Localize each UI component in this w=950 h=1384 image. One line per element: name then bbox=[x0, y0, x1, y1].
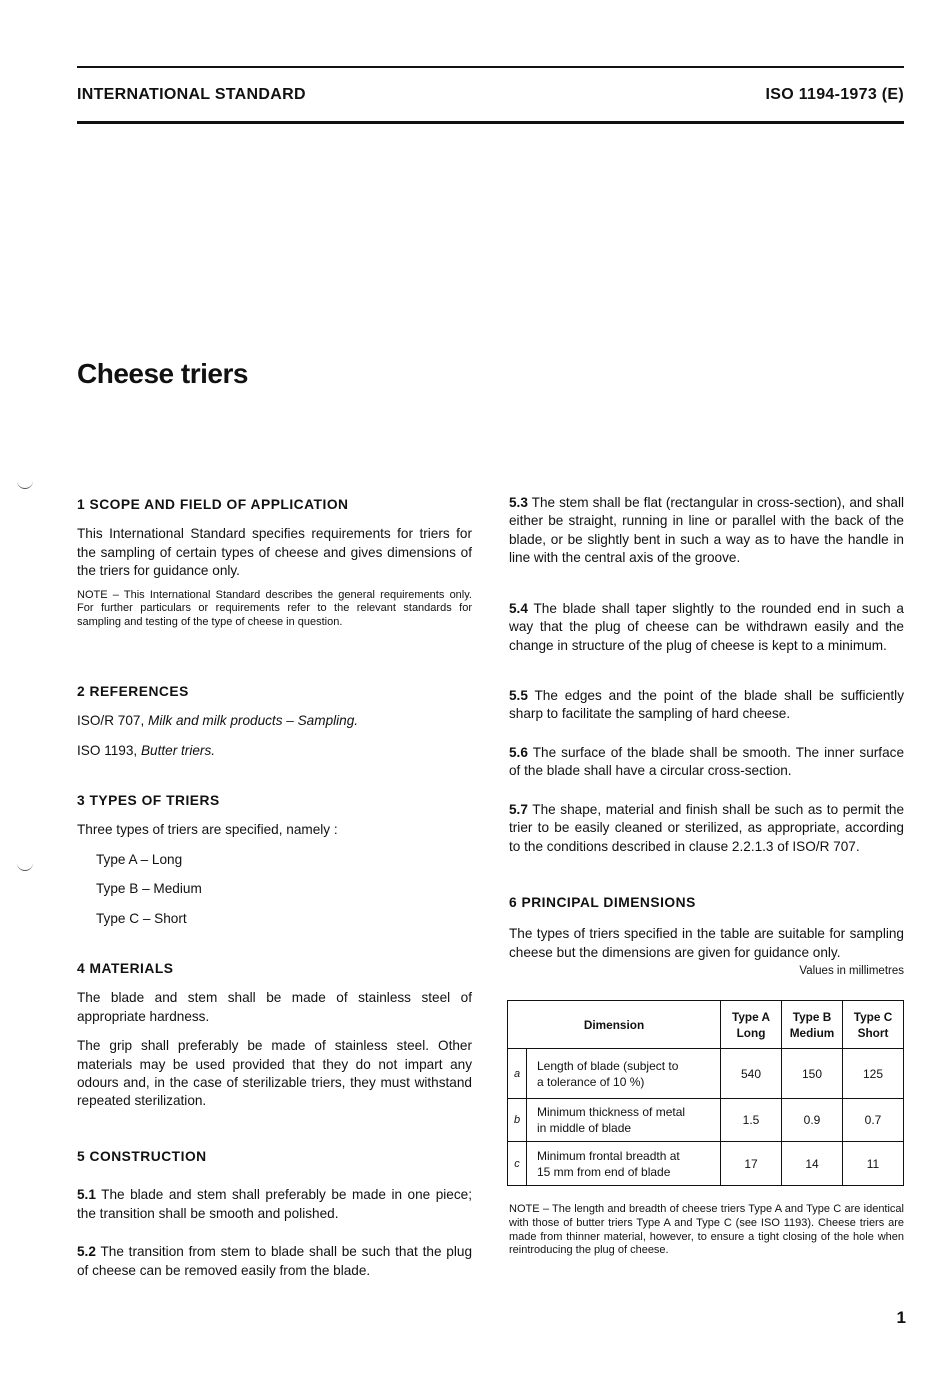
value-type-a: 17 bbox=[721, 1142, 782, 1186]
clause-text: The transition from stem to blade shall be such that the plug of cheese can be removed easily from the blade. bbox=[77, 1244, 473, 1278]
table-row bbox=[508, 1049, 904, 1099]
header-dimension: Dimension bbox=[508, 1001, 721, 1049]
clause-text: The blade shall taper slightly to the rounded end in such a way that the plug of cheese can be withdrawn easily and the change in structure of the plug of cheese is kept to a minimum. bbox=[509, 601, 904, 653]
value-type-a: 540 bbox=[721, 1049, 782, 1099]
clause-number: 5.5 bbox=[509, 688, 528, 703]
row-label: c bbox=[508, 1142, 527, 1186]
document-title: Cheese triers bbox=[77, 358, 248, 389]
page-number: 1 bbox=[896, 1308, 906, 1327]
clause-5-4 bbox=[509, 600, 904, 655]
value-type-b: 150 bbox=[782, 1049, 843, 1099]
section-scope bbox=[77, 496, 472, 630]
clause-text: The blade and stem shall preferably be made in one piece; the transition shall be smooth and polished. bbox=[77, 1187, 472, 1221]
dimensions-table bbox=[507, 1000, 904, 1186]
row-description: Minimum frontal breadth at 15 mm from end of blade bbox=[527, 1142, 721, 1186]
reference-code: ISO 1193, bbox=[77, 742, 141, 758]
section-types bbox=[77, 792, 472, 928]
materials-p1: The blade and stem shall be made of stainless steel of appropriate hardness. bbox=[77, 990, 472, 1024]
clause-5-3 bbox=[509, 494, 904, 568]
units-label: Values in millimetres bbox=[799, 965, 904, 978]
clause-number: 5.2 bbox=[77, 1244, 96, 1260]
header-rule bbox=[77, 121, 904, 124]
header-type-c: Type C Short bbox=[843, 1001, 904, 1049]
reference-title: Butter triers. bbox=[140, 742, 216, 758]
section-heading: 4 MATERIALS bbox=[77, 961, 174, 976]
clause-text: The edges and the point of the blade shall be sufficiently sharp to facilitate the sampling of hard cheese. bbox=[509, 688, 904, 722]
clause-number: 5.4 bbox=[509, 601, 528, 616]
type-item: Type A – Long bbox=[96, 851, 183, 867]
header-type-b: Type B Medium bbox=[782, 1001, 843, 1049]
table-row bbox=[508, 1099, 904, 1142]
margin-mark bbox=[17, 862, 33, 871]
clause-number: 5.7 bbox=[509, 802, 528, 817]
section-heading: 5 CONSTRUCTION bbox=[77, 1149, 207, 1164]
top-rule bbox=[77, 66, 904, 68]
value-type-c: 0.7 bbox=[843, 1099, 904, 1142]
margin-mark bbox=[17, 480, 33, 489]
clause-text: The surface of the blade shall be smooth. The inner surface of the blade shall have a circular cross-section. bbox=[509, 745, 904, 779]
clause-number: 5.6 bbox=[509, 745, 528, 760]
section-construction bbox=[77, 1148, 472, 1280]
section-heading: 1 SCOPE AND FIELD OF APPLICATION bbox=[77, 497, 349, 512]
clause-text: The stem shall be flat (rectangular in cross-section), and shall either be straight, running in line or parallel with the back of the blade, or be slightly bent in such a way as to have the handle in line with the central axis of the groove. bbox=[509, 495, 904, 566]
clause-5-2 bbox=[77, 1243, 472, 1280]
section-references bbox=[77, 683, 472, 760]
value-type-b: 0.9 bbox=[782, 1099, 843, 1142]
type-item: Type B – Medium bbox=[96, 881, 202, 897]
clause-5-6 bbox=[509, 744, 904, 781]
reference-code: ISO/R 707, bbox=[77, 713, 149, 729]
clause-5-5 bbox=[509, 687, 904, 724]
clause-number: 5.3 bbox=[509, 495, 528, 510]
reference-title: Milk and milk products – Sampling. bbox=[148, 713, 359, 729]
scope-note: NOTE – This International Standard describes the general requirements only. For further particulars or requirements refer to the relevant standards for sampling and testing of the type of cheese in question. bbox=[77, 588, 472, 629]
dimensions-note-block bbox=[509, 1203, 904, 1258]
section-heading: 3 TYPES OF TRIERS bbox=[77, 793, 220, 808]
reference-item bbox=[77, 712, 472, 730]
header-left: INTERNATIONAL STANDARD bbox=[77, 86, 306, 103]
clause-5-1 bbox=[77, 1186, 472, 1223]
dimensions-text: The types of triers specified in the table are suitable for sampling cheese but the dimensions are given for guidance only. bbox=[509, 926, 904, 960]
section-heading: 2 REFERENCES bbox=[77, 684, 189, 699]
type-item: Type C – Short bbox=[96, 910, 187, 926]
scope-text: This International Standard specifies requirements for triers for the sampling of certain types of cheese and gives dimensions of the triers for guidance only. bbox=[77, 526, 472, 579]
reference-item bbox=[77, 742, 472, 760]
value-type-b: 14 bbox=[782, 1142, 843, 1186]
clause-5-7 bbox=[509, 801, 904, 856]
row-description: Minimum thickness of metal in middle of blade bbox=[527, 1099, 721, 1142]
section-heading: 6 PRINCIPAL DIMENSIONS bbox=[509, 895, 696, 910]
section-materials bbox=[77, 960, 472, 1111]
table-header-row bbox=[508, 1001, 904, 1049]
clause-number: 5.1 bbox=[77, 1187, 96, 1203]
materials-p2: The grip shall preferably be made of stainless steel. Other materials may be used provided that they do not impart any odours and, in the case of sterilizable triers, they must withstand repeated sterilization. bbox=[77, 1038, 472, 1109]
value-type-c: 125 bbox=[843, 1049, 904, 1099]
row-description: Length of blade (subject to a tolerance of 10 %) bbox=[527, 1049, 721, 1099]
table-row bbox=[508, 1142, 904, 1186]
row-label: b bbox=[508, 1099, 527, 1142]
row-label: a bbox=[508, 1049, 527, 1099]
dimensions-note: NOTE – The length and breadth of cheese triers Type A and Type C are identical with those of butter triers Type A and Type C (see ISO 1193). Cheese triers are made from thinner material, however, to ensure a tight closing of the hole when reintroducing the plug of cheese. bbox=[509, 1203, 904, 1257]
types-intro: Three types of triers are specified, namely : bbox=[77, 822, 338, 838]
value-type-c: 11 bbox=[843, 1142, 904, 1186]
header-type-a: Type A Long bbox=[721, 1001, 782, 1049]
clause-text: The shape, material and finish shall be such as to permit the trier to be easily cleaned or sterilized, as appropriate, according to the conditions described in clause 2.2.1.3 of ISO/R 707. bbox=[509, 802, 905, 854]
section-dimensions bbox=[509, 894, 904, 981]
value-type-a: 1.5 bbox=[721, 1099, 782, 1142]
header-right: ISO 1194-1973 (E) bbox=[765, 86, 904, 103]
